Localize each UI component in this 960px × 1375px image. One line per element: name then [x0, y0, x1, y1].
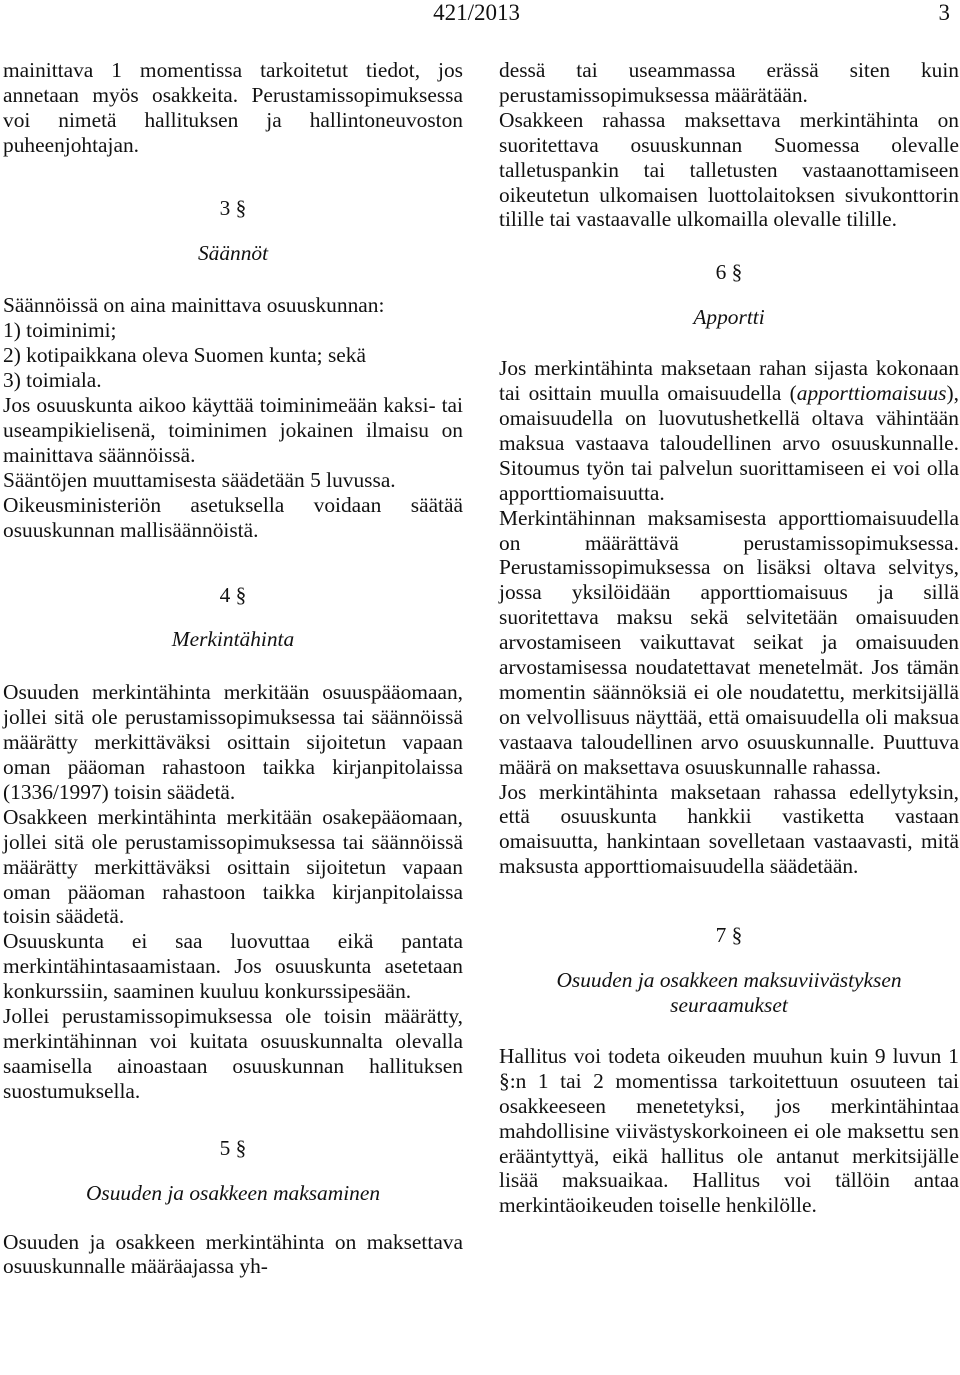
paragraph: Jos merkintähinta maksetaan rahassa edellytyksin, että osuuskunta hankkii vastiketta vastaan omaisuutta, hankintaan sovelletaan vastaavasti, mitä maksusta apporttiomaisuudella säädetään.	[499, 779, 959, 879]
paragraph: Sääntöjen muuttamisesta säädetään 5 luvussa.	[3, 467, 396, 492]
emphasized-term: apporttiomaisuus	[796, 381, 947, 406]
list-item: 3) toimiala.	[3, 368, 102, 393]
page-header	[0, 0, 960, 30]
section-3-body	[3, 293, 463, 542]
left-column	[3, 58, 463, 1279]
paragraph: Oikeusministeriön asetuksella voidaan säätää osuuskunnan mallisäännöistä.	[3, 492, 463, 542]
right-column	[499, 58, 959, 1218]
document-number: 421/2013	[433, 0, 520, 25]
paragraph	[499, 356, 959, 505]
section-title: Osuuden ja osakkeen maksaminen	[85, 1180, 381, 1205]
section-number: 3 §	[219, 195, 247, 220]
paragraph: Osakkeen merkintähinta merkitään osakepääomaan, jollei sitä ole perustamissopimuksessa tai säännöissä määrätty merkittäväksi osittain sijoitetun vapaan oman pääoman rahastoon taikka kirjanpitolaissa toisin säädetä.	[3, 804, 463, 929]
section-5-heading	[3, 1136, 463, 1206]
section-title: Osuuden ja osakkeen maksuviivästyksen seuraamukset	[556, 968, 902, 1017]
paragraph: Merkintähinnan maksamisesta apporttiomaisuudella on määrättävä perustamissopimuksessa. Perustamissopimuksessa on lisäksi oltava selvitys, jossa yksilöidään apporttiomaisuus ja sillä suoritettava maksu sekä selvitetään omaisuuden arvostamiseen vaikuttavat seikat ja omaisuuden arvostamisessa noudatettavat menetelmät. Jos tämän momentin säännöksiä ei ole noudatettu, merkitsijällä on velvollisuus näyttää, että omaisuudella oli maksua vastaava taloudellinen arvo osuuskunnalle. Puuttuva määrä on maksettava osuuskunnalle rahassa.	[499, 505, 959, 779]
section-title: Apportti	[693, 305, 765, 330]
paragraph: Jos osuuskunta aikoo käyttää toiminimeään kaksi- tai useampikielisenä, toiminimen jokainen ilmaisu on mainittava säännöissä.	[3, 393, 463, 467]
page-number: 3	[938, 0, 950, 25]
section-6-body	[499, 356, 959, 879]
text-run: ), omaisuudella on luovutushetkellä oltava vähintään maksua vastaava taloudellinen arvo osuuskunnalle. Sitoumus työn tai palvelun suorittamiseen ei voi olla apporttiomaisuutta.	[499, 381, 959, 505]
section-number: 7 §	[715, 923, 743, 948]
paragraph: Osuuden merkintähinta merkitään osuuspääomaan, jollei sitä ole perustamissopimuksessa tai säännöissä määrätty merkittäväksi osittain sijoitetun vapaan oman pääoman rahastoon taikka kirjanpitolaissa (1336/1997) toisin säädetä.	[3, 680, 463, 804]
paragraph: Osuuden ja osakkeen merkintähinta on maksettava osuuskunnalle määräajassa yh-	[3, 1229, 463, 1279]
section-3-heading	[3, 196, 463, 266]
intro-paragraph: mainittava 1 momentissa tarkoitetut tiedot, jos annetaan myös osakkeita. Perustamissopimuksessa voi nimetä hallituksen ja hallintoneuvoston puheenjohtajan.	[3, 58, 463, 157]
section-7-heading	[499, 923, 959, 1018]
section-6-heading	[499, 260, 959, 330]
paragraph: Osakkeen rahassa maksettava merkintähinta on suoritettava osuuskunnan Suomessa olevalle talletuspankin tai talletusten vastaanottamiseen oikeutetun ulkomaisen luottolaitoksen sivukonttorin tilille tai vastaavalle ulkomailla olevalle tilille.	[499, 107, 959, 232]
section-title: Merkintähinta	[171, 627, 295, 652]
list-item: 1) toiminimi;	[3, 318, 117, 343]
section-title: Säännöt	[197, 240, 269, 265]
paragraph: Hallitus voi todeta oikeuden muuhun kuin 9 luvun 1 §:n 1 tai 2 momentissa tarkoitettuun osuuteen tai osakkeeseen menetetyksi, jos merkintähintaa mahdollisine viivästyskorkoineen ei ole maksettu sen erääntyttyä, eikä hallitus ole antanut merkitsijälle lisää maksuaikaa. Hallitus voi tällöin antaa merkintäoikeuden toiselle henkilölle.	[499, 1043, 959, 1218]
section-5-body	[3, 1230, 463, 1280]
paragraph: Säännöissä on aina mainittava osuuskunnan:	[3, 293, 385, 318]
text-run: Jos merkintähinta maksetaan rahan sijasta kokonaan tai osittain muulla omaisuudella (	[499, 356, 959, 406]
section-number: 4 §	[219, 582, 247, 607]
paragraph: Osuuskunta ei saa luovuttaa eikä pantata merkintähintasaamistaan. Jos osuuskunta asetetaan konkurssiin, saaminen kuuluu konkurssipesään.	[3, 929, 463, 1004]
section-number: 6 §	[715, 260, 743, 285]
section-4-body	[3, 680, 463, 1103]
list-item: 2) kotipaikkana oleva Suomen kunta; sekä	[3, 343, 366, 368]
section-number: 5 §	[219, 1135, 247, 1160]
paragraph: Jollei perustamissopimuksessa ole toisin määrätty, merkintähinnan voi kuitata osuuskunnalta olevalla saamisella ainoastaan osuuskunnan hallituksen suostumuksella.	[3, 1004, 463, 1103]
section-4-heading	[3, 583, 463, 653]
paragraph: dessä tai useammassa erässä siten kuin perustamissopimuksessa määrätään.	[499, 58, 959, 107]
section-7-body	[499, 1044, 959, 1218]
